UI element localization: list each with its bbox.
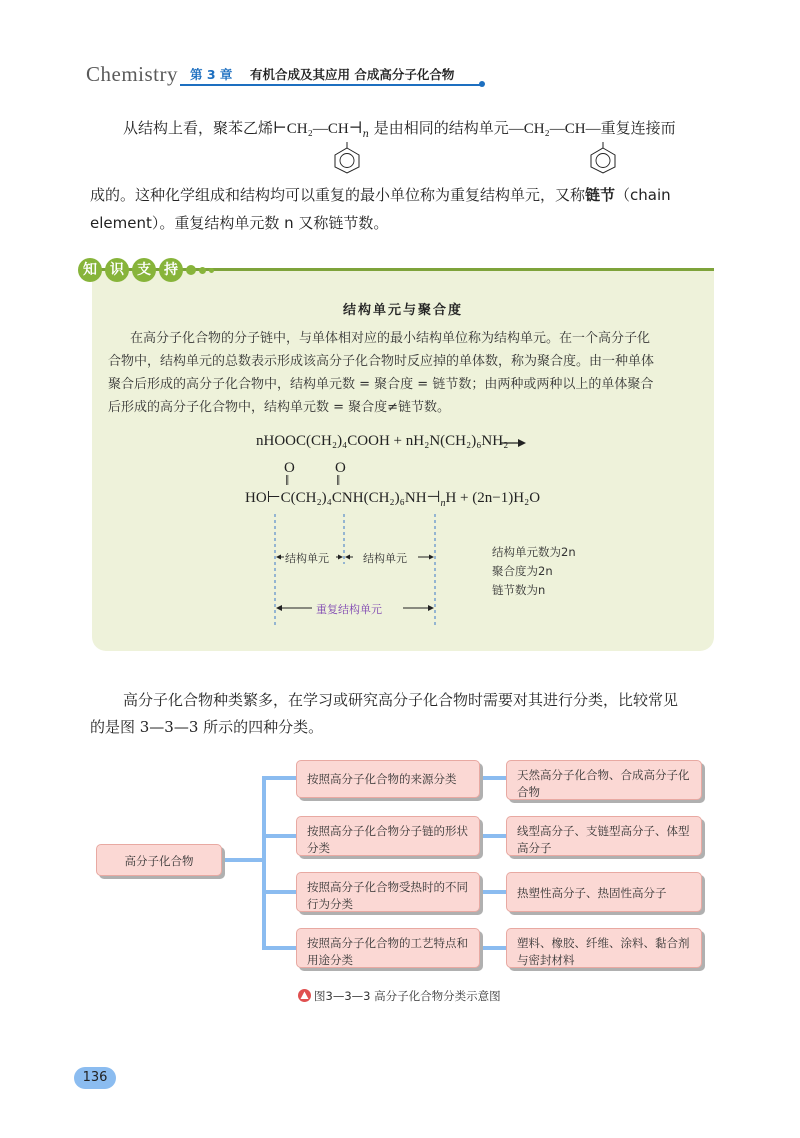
connector-branch [262, 776, 298, 780]
connector-branch [262, 834, 298, 838]
equation-n: n [440, 498, 446, 509]
connector-branch [262, 946, 298, 950]
equation-reactants-text: nHOOC(CH₂)₄COOH + nH₂N(CH₂)₆NH₂ [256, 433, 509, 449]
double-bond-2: ‖ [336, 473, 341, 489]
connector-result [480, 834, 508, 838]
caption-triangle-icon [298, 989, 311, 1002]
double-bond-1: ‖ [285, 473, 290, 489]
note-polymerization-degree: 聚合度为2n [492, 564, 553, 578]
label-structure-unit-2: 结构单元 [363, 552, 407, 565]
header-chapter: 第 3 章 [190, 67, 233, 82]
classification-intro-2: 的是图 3—3—3 所示的四种分类。 [90, 718, 324, 736]
intro-text-b: 是由相同的结构单元 [373, 119, 509, 137]
page-number: 136 [74, 1067, 116, 1089]
badge-char: 识 [105, 258, 129, 282]
criterion-shape: 按照高分子化合物分子链的形状分类 [296, 816, 480, 856]
knowledge-badge [78, 258, 214, 282]
result-thermal: 热塑性高分子、热固性高分子 [506, 872, 702, 912]
benzene-ring-icon [588, 142, 618, 174]
intro-text-a: 从结构上看，聚苯乙烯 [123, 119, 274, 137]
reaction-arrow-icon [500, 438, 526, 448]
badge-char: 持 [159, 258, 183, 282]
connector-result [480, 946, 508, 950]
badge-char: 支 [132, 258, 156, 282]
root-node: 高分子化合物 [96, 844, 222, 876]
badge-char: 知 [78, 258, 102, 282]
intro-line-1: 从结构上看，聚苯乙烯$⊢CH_2—CH⊣_n$ 是由相同的结构单元—CH₂—CH—重复连接而 [123, 118, 676, 140]
header-title: 有机合成及其应用 合成高分子化合物 [250, 67, 455, 82]
keyword-chain-element: 链节 [585, 186, 616, 204]
equation-products: $HO⊢C(CH_2)_4CNH(CH_2)_6NH⊣_nH + (2n-1)H_2O$ [245, 489, 541, 509]
benzene-ring-icon [332, 142, 362, 174]
connector-trunk [262, 776, 266, 950]
criterion-usage: 按照高分子化合物的工艺特点和用途分类 [296, 928, 480, 968]
result-usage: 塑料、橡胶、纤维、涂料、黏合剂与密封材料 [506, 928, 702, 968]
knowledge-title: 结构单元与聚合度 [342, 303, 463, 318]
classification-intro-1: 高分子化合物种类繁多，在学习或研究高分子化合物时需要对其进行分类，比较常见 [123, 691, 679, 709]
equation-ho: HO [245, 490, 267, 506]
intro-line-2 [90, 180, 671, 210]
knowledge-text-line: 在高分子化合物的分子链中，与单体相对应的最小结构单位称为结构单元。在一个高分子化 [130, 331, 651, 346]
carbonyl-o-1: O [284, 460, 295, 476]
connector-result [480, 776, 508, 780]
connector-result [480, 890, 508, 894]
carbonyl-o-2: O [335, 460, 346, 476]
connector-branch [262, 890, 298, 894]
knowledge-text-line: 后形成的高分子化合物中，结构单元数 = 聚合度≠链节数。 [108, 400, 451, 415]
knowledge-text-line: 合物中，结构单元的总数表示形成该高分子化合物时反应掉的单体数，称为聚合度。由一种单体 [108, 354, 655, 369]
badge-dot [186, 265, 196, 275]
intro-text-line2: 成的。这种化学组成和结构均可以重复的最小单位称为重复结构单元，又称 [90, 186, 586, 204]
equation-body: C(CH₂)₄CNH(CH₂)₆NH [280, 490, 427, 506]
header-underline [180, 84, 480, 86]
header-dot [479, 81, 485, 87]
result-source: 天然高分子化合物、合成高分子化合物 [506, 760, 702, 800]
note-structure-units: 结构单元数为2n [492, 545, 576, 559]
result-shape: 线型高分子、支链型高分子、体型高分子 [506, 816, 702, 856]
figure-caption: 图3—3—3 高分子化合物分类示意图 [314, 989, 501, 1003]
equation-reactants [256, 433, 508, 450]
badge-dot [209, 268, 214, 273]
label-repeat-unit: 重复结构单元 [316, 603, 382, 616]
polymer-n: n [362, 129, 369, 140]
criterion-source: 按照高分子化合物的来源分类 [296, 760, 480, 798]
intro-line-3: element）。重复结构单元数 n 又称链节数。 [90, 214, 389, 232]
polymer-formula: CH₂—CH [286, 121, 349, 137]
equation-tail: H + (2n−1)H₂O [445, 490, 541, 506]
connector-root [224, 858, 266, 862]
unit-formula: —CH₂—CH— [508, 121, 601, 137]
label-structure-unit-1: 结构单元 [285, 552, 329, 565]
header-brand: Chemistry [86, 62, 178, 86]
knowledge-text-line: 聚合后形成的高分子化合物中，结构单元数 = 聚合度 = 链节数；由两种或两种以上的单体聚合 [108, 377, 654, 392]
intro-text-line2-tail: （chain [615, 186, 671, 204]
intro-text-c: 重复连接而 [600, 119, 676, 137]
criterion-thermal: 按照高分子化合物受热时的不同行为分类 [296, 872, 480, 912]
badge-dot [199, 267, 206, 274]
note-chain-units: 链节数为n [492, 583, 546, 597]
